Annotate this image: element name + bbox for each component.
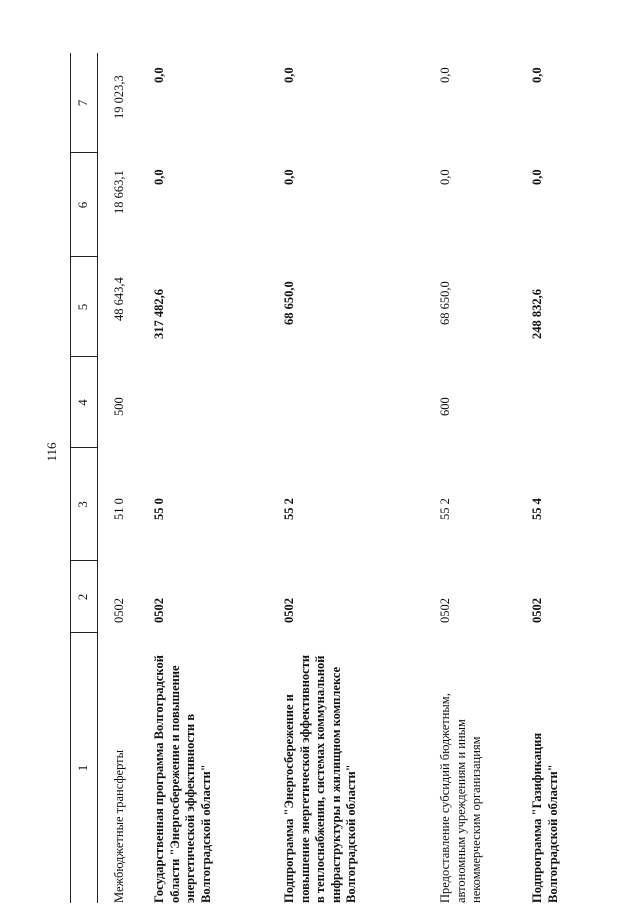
row-sum-5: 317 482,6 [152,289,166,339]
row-sum-7: 0,0 [438,67,452,83]
row-section: 0502 [152,598,166,623]
row-sum-7: 0,0 [530,67,544,83]
row-sum-6: 18 663,1 [112,170,126,214]
column-header-4: 4 [75,399,90,406]
row-sum-6: 0,0 [530,169,544,185]
row-sum-6: 0,0 [152,169,166,185]
column-header-6: 6 [75,201,90,209]
column-header-1: 1 [75,764,90,772]
row-sum-5: 48 643,4 [112,277,126,321]
row-sum-7: 0,0 [152,67,166,83]
row-section: 0502 [530,598,544,623]
row-sum-5: 68 650,0 [438,281,452,325]
page-number: 116 [44,442,59,462]
row-name: Межбюджетные трансферты [112,749,126,903]
budget-table-sheet [70,53,635,903]
row-sum-7: 19 023,3 [112,75,126,119]
row-type: 500 [112,397,126,416]
row-name: Подпрограмма "Энергосбережение и повышение энергетической эффективности в теплоснабжении, системах коммунальной инфраструктуры и жилищном комплексе Волгоградской области" [282,654,358,903]
row-name: Подпрограмма "Газификация Волгоградской области" [530,732,560,903]
column-header-3: 3 [75,501,90,508]
row-sum-5: 68 650,0 [282,281,296,325]
row-section: 0502 [282,598,296,623]
row-target: 55 0 [152,498,166,520]
row-target: 55 2 [438,498,452,520]
row-type: 600 [438,397,452,416]
row-target: 51 0 [112,498,126,520]
row-sum-5: 248 832,6 [530,289,544,339]
budget-table [70,53,635,903]
row-target: 55 2 [282,498,296,520]
row-sum-6: 0,0 [282,169,296,185]
column-header-5: 5 [75,303,90,311]
row-section: 0502 [438,598,452,623]
row-sum-6: 0,0 [438,169,452,185]
column-header-2: 2 [75,593,90,601]
row-target: 55 4 [530,498,544,520]
row-sum-7: 0,0 [282,67,296,83]
header-bottom-border [97,53,98,903]
row-section: 0502 [112,598,126,623]
row-name: Государственная программа Волгоградской области "Энергосбережение и повышение энергетической эффективности в Волгоградской области" [152,655,213,903]
row-name: Предоставление субсидий бюджетным, автономным учреждениям и иным некоммерческим организациям [438,693,483,903]
column-header-7: 7 [75,99,90,107]
